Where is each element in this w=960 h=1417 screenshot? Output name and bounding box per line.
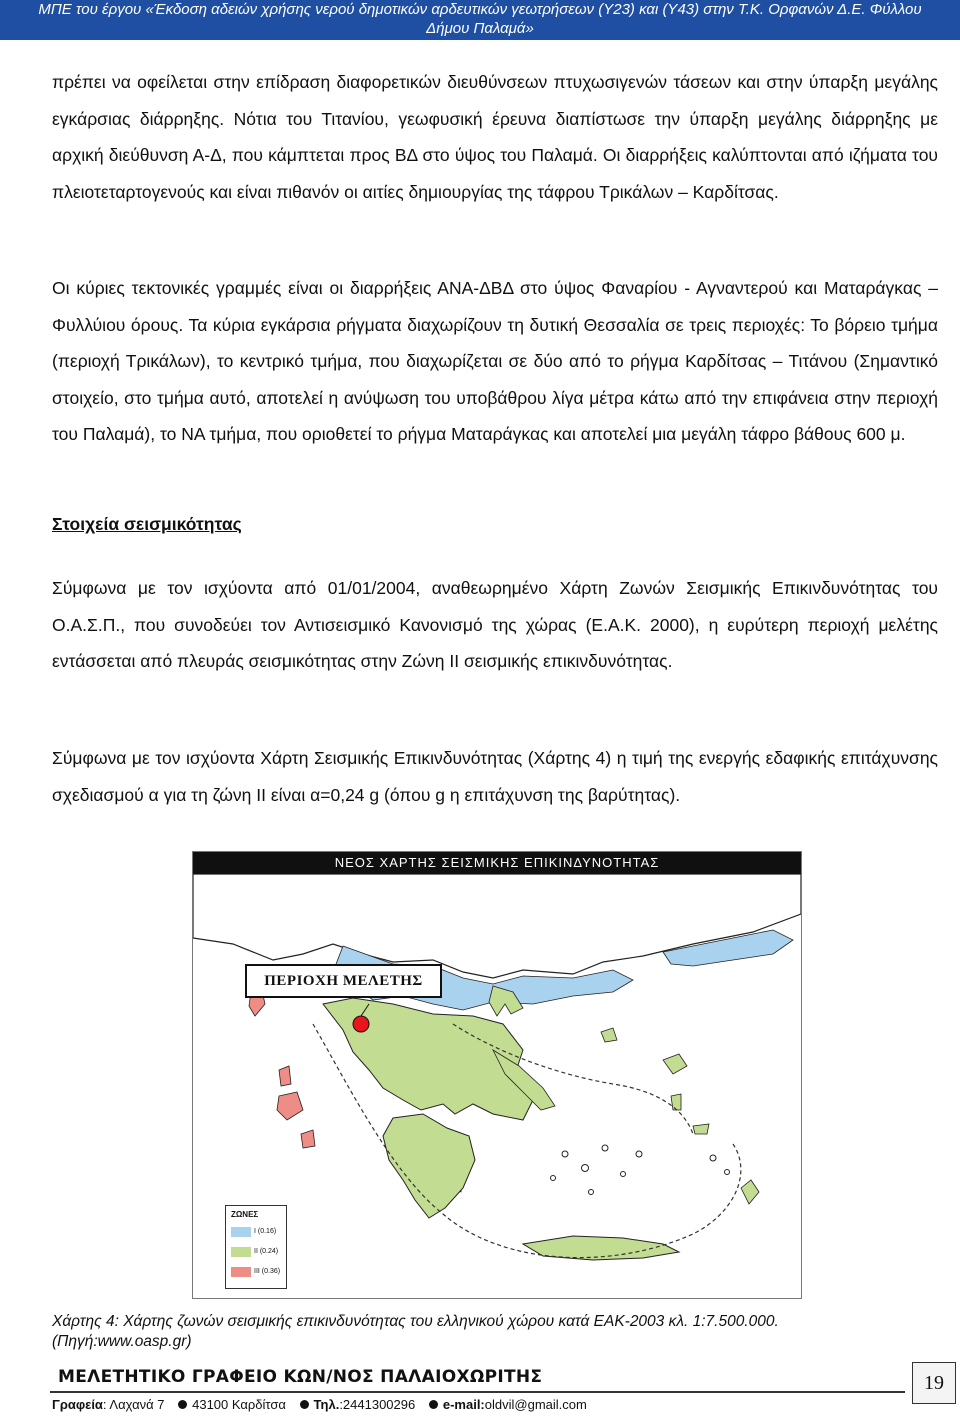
map-title: ΝΕΟΣ ΧΑΡΤΗΣ ΣΕΙΣΜΙΚΗΣ ΕΠΙΚΙΝΔΥΝΟΤΗΤΑΣ	[193, 852, 801, 874]
map-caption-line1: Χάρτης 4: Χάρτης ζωνών σεισμικής επικινδυνότητας του ελληνικού χώρου κατά ΕΑΚ-2003 κλ. 1:7.500.000.	[52, 1313, 779, 1330]
section-title-seismicity: Στοιχεία σεισμικότητας	[52, 514, 242, 534]
paragraph-tectonics-1: πρέπει να οφείλεται στην επίδραση διαφορετικών διευθύνσεων πτυχωσιγενών τάσεων και στην ύπαρξη μεγάλης εγκάρσιας διάρρηξης. Νότια του Τιτανίου, γεωφυσική έρευνα διαπίστωσε την ύπαρξη μεγάλης διάρρηξης με αρχική διεύθυνση Α-Δ, που κάμπτεται προς ΒΔ στο ύψος του Παλαμά. Οι διαρρήξεις καλύπτονται από ιζήματα του πλειοτεταρτογενούς και είναι πιθανόν οι αιτίες δημιουργίας της τάφρου Τρικάλων – Καρδίτσας.	[52, 72, 938, 202]
email-label: e-mail:	[442, 1396, 485, 1412]
legend-title: ΖΩΝΕΣ	[231, 1210, 259, 1219]
address-label: Γραφεία	[52, 1396, 103, 1412]
island	[621, 1172, 626, 1177]
office-logo: ΜΕΛΕΤΗΤΙΚΟ ΓΡΑΦΕΙΟ ΚΩΝ/ΝΟΣ ΠΑΛΑΙΟΧΩΡΙΤΗΣ	[58, 1367, 543, 1387]
island	[589, 1190, 594, 1195]
paragraph-seismic-zone: Σύμφωνα με τον ισχύοντα από 01/01/2004, αναθεωρημένο Χάρτη Ζωνών Σεισμικής Επικινδυνότητας του Ο.Α.Σ.Π., που συνοδεύει τον Αντισεισμικό Κανονισμό της χώρας (Ε.Α.Κ. 2000), η ευρύτερη περιοχή μελέτης εντάσσεται από πλευράς σεισμικότητας στην Ζώνη ΙΙ σεισμικής επικινδυνότητας.	[52, 578, 938, 671]
legend-row-zone-1	[231, 1226, 276, 1238]
legend-swatch-zone-2	[231, 1247, 251, 1257]
island	[710, 1155, 716, 1161]
zone-3-kefalonia	[277, 1092, 303, 1120]
map-legend	[225, 1205, 287, 1289]
legend-swatch-zone-3	[231, 1267, 251, 1277]
zone-2-peloponnese	[383, 1114, 475, 1218]
zone-2-samos	[693, 1124, 709, 1134]
island	[551, 1176, 556, 1181]
legend-label-zone-1: I (0.16)	[254, 1228, 277, 1235]
zone-2-limnos	[601, 1028, 617, 1042]
bullet-icon	[429, 1400, 438, 1409]
page-number: 19	[912, 1362, 956, 1404]
legend-row-zone-2	[231, 1246, 278, 1258]
zone-3-lefkada	[279, 1066, 291, 1086]
study-area-marker	[353, 1016, 369, 1032]
legend-swatch-zone-1	[231, 1227, 251, 1237]
map-caption-source: (Πηγή:www.oasp.gr)	[52, 1333, 192, 1350]
seismic-hazard-map	[192, 851, 802, 1299]
footer-contact-info	[52, 1394, 912, 1414]
legend-label-zone-3: III (0.36)	[254, 1268, 281, 1275]
legend-row-zone-3	[231, 1266, 280, 1278]
island	[582, 1165, 589, 1172]
island	[636, 1151, 642, 1157]
island	[725, 1170, 730, 1175]
zone-2-lesvos	[663, 1054, 687, 1074]
zone-2-chios	[671, 1094, 681, 1110]
paragraph-ground-acceleration: Σύμφωνα με τον ισχύοντα Χάρτη Σεισμικής Επικινδυνότητας (Χάρτης 4) η τιμή της ενεργής εδαφικής επιτάχυνσης σχεδιασμού α για τη ζώνη ΙΙ είναι α=0,24 g (όπου g η επιτάχυνση της βαρύτητας).	[52, 748, 938, 805]
zone-3-zakynthos	[301, 1130, 315, 1148]
address-value: : Λαχανά 7	[102, 1396, 165, 1412]
header-title-line2: Δήμου Παλαμά»	[426, 20, 534, 37]
study-area-label: ΠΕΡΙΟΧΗ ΜΕΛΕΤΗΣ	[245, 964, 442, 998]
document-footer	[0, 1360, 960, 1417]
footer-divider	[50, 1391, 905, 1393]
header-title-line1: ΜΠΕ του έργου «Έκδοση αδειών χρήσης νερού δημοτικών αρδευτικών γεωτρήσεων (Υ23) και (Υ43) στην Τ.Κ. Ορφανών Δ.Ε. Φύλλου	[38, 1, 922, 18]
phone-value: :2441300296	[339, 1396, 416, 1412]
zone-2-rhodes	[741, 1180, 759, 1204]
phone-label: Τηλ.	[313, 1396, 340, 1412]
paragraph-tectonics-2: Οι κύριες τεκτονικές γραμμές είναι οι διαρρήξεις ΑΝΑ-ΔΒΔ στο ύψος Φαναρίου - Αγναντερού και Ματαράγκας – Φυλλύιου όρους. Τα κύρια εγκάρσια ρήγματα διαχωρίζουν τη δυτική Θεσσαλία σε τρεις περιοχές: Το βόρειο τμήμα (περιοχή Τρικάλων), το κεντρικό τμήμα, που διαχωρίζεται σε δύο από το ρήγμα Καρδίτσας – Τιτάνου (Σημαντικό στοιχείο, στο τμήμα αυτό, αποτελεί η ανύψωση του υποβάθρου λίγα μέτρα κάτω από την επιφάνεια στην περιοχή του Παλαμά), το ΝΑ τμήμα, που οριοθετεί το ρήγμα Ματαράγκας και αποτελεί μια μεγάλη τάφρο βάθους 600 μ.	[52, 278, 938, 444]
map-caption	[52, 1312, 942, 1352]
bullet-icon	[300, 1400, 309, 1409]
island	[562, 1151, 568, 1157]
bullet-icon	[178, 1400, 187, 1409]
email-value: oldvil@gmail.com	[484, 1396, 587, 1412]
postcode-city: 43100 Καρδίτσα	[192, 1396, 286, 1412]
document-header	[0, 0, 960, 40]
island	[602, 1145, 608, 1151]
legend-label-zone-2: II (0.24)	[254, 1248, 279, 1255]
